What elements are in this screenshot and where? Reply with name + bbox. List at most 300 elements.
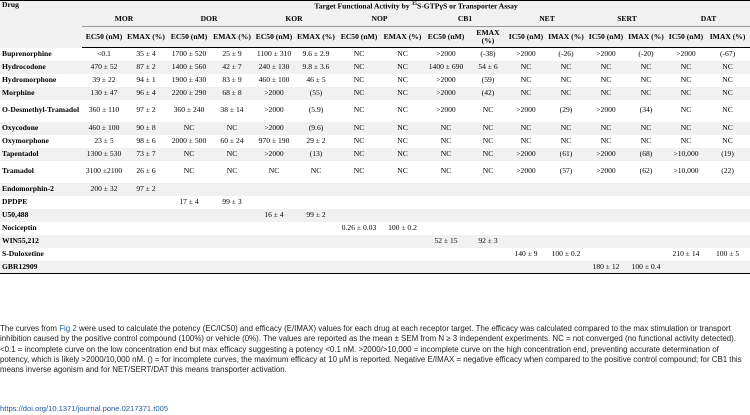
value-cell: (-26)	[558, 49, 574, 58]
table-row	[0, 87, 750, 100]
value-cell: NC	[705, 122, 750, 135]
value-cell: NC	[722, 135, 733, 145]
value-cell: (42)	[469, 87, 507, 100]
value-cell: >2000	[516, 49, 536, 58]
value-cell	[252, 248, 296, 261]
value-cell: NC	[397, 74, 408, 84]
value-cell	[212, 222, 252, 235]
value-cell: 38 ± 14	[220, 105, 244, 115]
receptor-group-header: MOR	[82, 12, 166, 27]
drug-name-cell: Buprenorphine	[2, 48, 52, 58]
value-cell	[667, 235, 705, 248]
table-row	[0, 148, 750, 161]
value-cell: NC	[397, 49, 408, 58]
value-cell: NC	[397, 166, 408, 176]
value-cell: (68)	[625, 148, 667, 161]
table-row	[0, 48, 750, 61]
value-cell: NC	[212, 122, 252, 135]
value-cell	[82, 196, 126, 209]
value-cell: 200 ± 32	[82, 183, 126, 196]
value-cell: NC	[600, 74, 612, 84]
value-cell: (59)	[481, 74, 495, 84]
value-cell	[705, 196, 750, 209]
value-cell: NC	[353, 105, 365, 115]
receptor-group-header: CB1	[423, 12, 507, 27]
table-header	[0, 1, 750, 48]
value-cell: NC	[423, 122, 469, 135]
drug-name-cell: U50,488	[0, 209, 82, 222]
value-cell: 96 ± 4	[126, 87, 166, 100]
value-cell	[469, 196, 507, 209]
value-cell: NC	[587, 87, 625, 100]
value-cell	[625, 196, 667, 209]
value-cell	[382, 235, 423, 248]
value-cell: >2000	[676, 49, 696, 58]
value-cell	[166, 261, 212, 274]
value-cell: NC	[353, 49, 365, 58]
value-cell: 2200 ± 290	[166, 87, 212, 100]
value-cell	[423, 196, 469, 209]
value-cell: NC	[507, 87, 545, 100]
value-cell: NC	[336, 61, 382, 74]
drug-name-cell: S-Duloxetine	[2, 248, 44, 258]
value-cell: >2000	[596, 49, 616, 58]
value-cell: NC	[382, 61, 423, 74]
value-cell: (13)	[296, 148, 336, 161]
value-cell: NC	[469, 122, 507, 135]
value-cell: 99 ± 3	[222, 196, 242, 206]
value-cell: (-38)	[480, 49, 496, 58]
measure-header: IMAX (%)	[545, 27, 587, 48]
value-cell	[336, 235, 382, 248]
value-cell: NC	[440, 166, 452, 176]
drug-name-cell: Hydromorphone	[2, 74, 57, 84]
value-cell	[212, 235, 252, 248]
value-cell	[252, 183, 296, 196]
value-cell: NC	[545, 122, 587, 135]
value-cell: NC	[183, 166, 195, 176]
drug-name-cell: O-Desmethyl-Tramadol	[2, 105, 80, 115]
value-cell: NC	[336, 148, 382, 161]
value-cell: NC	[382, 122, 423, 135]
value-cell	[212, 248, 252, 261]
value-cell: 92 ± 3	[469, 235, 507, 248]
value-cell: NC	[587, 122, 625, 135]
value-cell: 360 ± 240	[173, 105, 205, 115]
table-row	[0, 235, 750, 248]
value-cell: NC	[353, 74, 365, 84]
table-row	[0, 161, 750, 183]
table-row	[0, 61, 750, 74]
value-cell: NC	[722, 105, 733, 115]
value-cell: >2000	[436, 49, 456, 58]
drug-name-cell: Hydrocodone	[0, 61, 82, 74]
measure-header: EMAX (%)	[296, 27, 336, 48]
value-cell	[545, 196, 587, 209]
value-cell: 100 ± 0.2	[388, 222, 417, 232]
value-cell: NC	[705, 87, 750, 100]
value-cell: NC	[680, 74, 692, 84]
value-cell: 460 ± 100	[82, 122, 126, 135]
value-cell: >2000	[507, 148, 545, 161]
drug-name-cell: WIN55,212	[0, 235, 82, 248]
drug-column-header: Drug	[0, 1, 82, 48]
value-cell: (34)	[639, 105, 653, 115]
value-cell: NC	[722, 74, 733, 84]
value-cell: 970 ± 190	[258, 135, 290, 145]
value-cell: 83 ± 9	[222, 74, 242, 84]
value-cell: NC	[212, 148, 252, 161]
value-cell	[212, 183, 252, 196]
value-cell: 25 ± 9	[222, 49, 242, 58]
table-banner: Target Functional Activity by $^{35}$S-GTPγS or Transporter Assay	[82, 1, 750, 13]
value-cell: 29 ± 2	[306, 135, 326, 145]
measure-header: EMAX (%)	[212, 27, 252, 48]
table-row	[0, 196, 750, 209]
value-cell: NC	[640, 135, 652, 145]
value-cell: 26 ± 6	[136, 166, 156, 176]
value-cell	[625, 209, 667, 222]
value-cell: >10,000	[673, 166, 699, 176]
value-cell	[587, 183, 625, 196]
value-cell	[166, 222, 212, 235]
value-cell: >2000	[596, 105, 616, 115]
value-cell: 98 ± 6	[136, 135, 156, 145]
value-cell: 210 ± 14	[672, 248, 700, 258]
value-cell	[252, 222, 296, 235]
value-cell	[382, 196, 423, 209]
value-cell	[126, 235, 166, 248]
value-cell: 90 ± 8	[126, 122, 166, 135]
value-cell: 9.6 ± 2.9	[302, 49, 330, 58]
drug-name-cell: Tramadol	[2, 166, 34, 176]
value-cell	[625, 222, 667, 235]
value-cell	[423, 261, 469, 274]
value-cell: 1900 ± 430	[171, 74, 207, 84]
value-cell: >2000	[516, 166, 536, 176]
value-cell	[296, 196, 336, 209]
value-cell	[126, 209, 166, 222]
value-cell: NC	[545, 61, 587, 74]
value-cell: NC	[353, 135, 365, 145]
value-cell: 1300 ± 530	[82, 148, 126, 161]
value-cell: NC	[310, 166, 322, 176]
measure-header: IC50 (nM)	[507, 27, 545, 48]
value-cell: (61)	[545, 148, 587, 161]
receptor-group-header: NOP	[336, 12, 423, 27]
measure-header: IMAX (%)	[625, 27, 667, 48]
receptor-group-header: DOR	[166, 12, 252, 27]
value-cell	[82, 261, 126, 274]
value-cell: 97 ± 2	[136, 105, 156, 115]
value-cell: (-67)	[719, 49, 736, 58]
drug-name-cell: Tapentadol	[0, 148, 82, 161]
value-cell: 180 ± 12	[587, 261, 625, 274]
value-cell	[587, 248, 625, 261]
value-cell: 94 ± 1	[136, 74, 156, 84]
value-cell: NC	[482, 166, 494, 176]
value-cell: (62)	[639, 166, 653, 176]
value-cell: NC	[336, 87, 382, 100]
value-cell	[507, 196, 545, 209]
value-cell	[705, 183, 750, 196]
measure-header: EMAX (%)	[382, 27, 423, 48]
value-cell	[469, 209, 507, 222]
value-cell: >2000	[264, 105, 284, 115]
value-cell: 39 ± 22	[92, 74, 116, 84]
value-cell: 1700 ± 520	[171, 49, 207, 58]
value-cell: 100 ± 0.2	[551, 248, 581, 258]
value-cell	[423, 183, 469, 196]
value-cell: NC	[545, 87, 587, 100]
value-cell: 9.8 ± 3.6	[296, 61, 336, 74]
value-cell: 17 ± 4	[179, 196, 199, 206]
value-cell	[507, 261, 545, 274]
value-cell	[126, 261, 166, 274]
table-row	[0, 135, 750, 148]
drug-name-cell: GBR12909	[0, 261, 82, 274]
value-cell: 100 ± 5	[715, 248, 740, 258]
value-cell: NC	[353, 166, 365, 176]
table-footnote: The curves from Fig 2 were used to calculate the potency (EC/IC50) and efficacy (E/IMAX) values for each drug at each receptor target. The efficacy was calculated compared to the max stimulation or transport inhibition caused by the positive control compound (100%) or vehicle (0%). The values are reported as the mean ± SEM from N ≥ 3 independent experiments. NC = not converged (no functional activity detected). <0.1 = incomplete curve on the low concentration end but max efficacy suggesting a potency <0.1 nM. >2000/>10,000 = incomplete curve on the high concentration end, preventing accurate determination of potency, which is likely >2000/10,000 nM. () = for incomplete curves, the maximum efficacy at 10 μM is reported. Negative E/IMAX = negative efficacy when compared to the positive control compound; for CB1 this means inverse agonism and for NET/SERT/DAT this means transporter activation.	[0, 324, 742, 375]
value-cell: 73 ± 7	[126, 148, 166, 161]
value-cell	[166, 209, 212, 222]
value-cell: NC	[560, 74, 572, 84]
value-cell: (-20)	[638, 49, 654, 58]
value-cell	[507, 222, 545, 235]
value-cell	[705, 222, 750, 235]
value-cell: 35 ± 4	[136, 49, 156, 58]
value-cell: >2000	[252, 148, 296, 161]
value-cell	[382, 248, 423, 261]
value-cell: NC	[625, 122, 667, 135]
receptor-group-row	[0, 12, 750, 27]
value-cell: 42 ± 7	[212, 61, 252, 74]
value-cell	[382, 209, 423, 222]
value-cell	[625, 235, 667, 248]
value-cell: 240 ± 130	[252, 61, 296, 74]
value-cell	[382, 261, 423, 274]
value-cell	[507, 235, 545, 248]
table-body	[0, 48, 750, 274]
value-cell: 460 ± 100	[258, 74, 290, 84]
value-cell	[423, 222, 469, 235]
value-cell	[705, 235, 750, 248]
value-cell	[296, 235, 336, 248]
value-cell: NC	[226, 166, 238, 176]
value-cell: (22)	[721, 166, 734, 176]
value-cell	[545, 261, 587, 274]
value-cell: 87 ± 2	[126, 61, 166, 74]
table-row	[0, 248, 750, 261]
value-cell: >2000	[596, 166, 616, 176]
doi-link[interactable]: https://doi.org/10.1371/journal.pone.0217371.t005	[0, 404, 169, 413]
value-cell: NC	[482, 105, 494, 115]
value-cell: NC	[680, 135, 692, 145]
value-cell: NC	[667, 122, 705, 135]
value-cell	[423, 248, 469, 261]
measure-header: EMAX (%)	[469, 27, 507, 48]
value-cell	[126, 196, 166, 209]
value-cell: >2000	[252, 87, 296, 100]
measure-header: IC50 (nM)	[587, 27, 625, 48]
value-cell: NC	[625, 87, 667, 100]
value-cell: >2000	[436, 105, 456, 115]
value-cell: NC	[336, 122, 382, 135]
value-cell: NC	[382, 87, 423, 100]
value-cell: 140 ± 9	[514, 248, 538, 258]
value-cell: NC	[469, 148, 507, 161]
value-cell	[545, 235, 587, 248]
value-cell	[166, 183, 212, 196]
measure-header: EC50 (nM)	[166, 27, 212, 48]
drug-name-cell: Nociceptin	[2, 222, 37, 232]
value-cell	[469, 261, 507, 274]
value-cell: NC	[667, 61, 705, 74]
value-cell: NC	[625, 61, 667, 74]
value-cell: NC	[482, 135, 494, 145]
value-cell: 0.26 ± 0.03	[341, 222, 377, 232]
value-cell	[252, 196, 296, 209]
value-cell: 99 ± 2	[296, 209, 336, 222]
value-cell: NC	[423, 148, 469, 161]
receptor-group-header: KOR	[252, 12, 336, 27]
drug-name-cell: Oxymorphone	[2, 135, 49, 145]
value-cell	[82, 248, 126, 261]
receptor-group-header: DAT	[667, 12, 750, 27]
value-cell	[82, 235, 126, 248]
table-row	[0, 261, 750, 274]
value-cell: 3100 ±2100	[85, 166, 123, 176]
value-cell	[587, 235, 625, 248]
measure-header: EC50 (nM)	[336, 27, 382, 48]
value-cell	[296, 183, 336, 196]
value-cell: NC	[667, 87, 705, 100]
value-cell	[296, 261, 336, 274]
value-cell: 52 ± 15	[423, 235, 469, 248]
value-cell	[212, 261, 252, 274]
value-cell: NC	[397, 135, 408, 145]
value-cell	[336, 196, 382, 209]
value-cell	[423, 209, 469, 222]
value-cell: NC	[520, 135, 532, 145]
value-cell: 97 ± 2	[126, 183, 166, 196]
value-cell	[336, 261, 382, 274]
value-cell: 68 ± 8	[212, 87, 252, 100]
value-cell: NC	[507, 122, 545, 135]
value-cell: >10,000	[667, 148, 705, 161]
value-cell: (5.9)	[308, 105, 324, 115]
value-cell	[82, 209, 126, 222]
value-cell	[545, 209, 587, 222]
table-row	[0, 100, 750, 122]
value-cell	[587, 209, 625, 222]
value-cell: 470 ± 52	[82, 61, 126, 74]
value-cell: 23 ± 5	[94, 135, 114, 145]
value-cell: 1400 ± 690	[423, 61, 469, 74]
table-row	[0, 209, 750, 222]
value-cell: >2000	[423, 87, 469, 100]
value-cell: 46 ± 5	[306, 74, 326, 84]
value-cell: (29)	[559, 105, 573, 115]
value-cell: NC	[397, 105, 408, 115]
value-cell	[587, 196, 625, 209]
value-cell: NC	[640, 74, 652, 84]
value-cell	[545, 183, 587, 196]
value-cell	[212, 209, 252, 222]
value-cell: 16 ± 4	[252, 209, 296, 222]
value-cell	[336, 183, 382, 196]
value-cell	[507, 209, 545, 222]
table-row	[0, 222, 750, 235]
table-row	[0, 122, 750, 135]
value-cell: NC	[507, 61, 545, 74]
drug-name-cell: DPDPE	[2, 196, 28, 206]
value-cell: 130 ± 47	[82, 87, 126, 100]
value-cell	[705, 261, 750, 274]
value-cell	[667, 196, 705, 209]
value-cell	[252, 235, 296, 248]
value-cell	[667, 209, 705, 222]
value-cell: NC	[268, 166, 280, 176]
value-cell: NC	[600, 135, 612, 145]
drug-name-cell: Oxycodone	[0, 122, 82, 135]
value-cell: NC	[440, 135, 452, 145]
value-cell: <0.1	[97, 49, 111, 58]
value-cell: (57)	[559, 166, 573, 176]
value-cell: NC	[560, 135, 572, 145]
value-cell: NC	[166, 122, 212, 135]
value-cell: NC	[166, 148, 212, 161]
measure-header: EC50 (nM)	[82, 27, 126, 48]
value-cell: 1400 ± 560	[166, 61, 212, 74]
value-cell	[587, 222, 625, 235]
value-cell: 60 ± 24	[220, 135, 244, 145]
value-cell	[336, 209, 382, 222]
receptor-group-header: SERT	[587, 12, 667, 27]
value-cell	[625, 248, 667, 261]
drug-name-cell: Morphine	[0, 87, 82, 100]
value-cell	[336, 248, 382, 261]
value-cell: (55)	[296, 87, 336, 100]
value-cell	[667, 183, 705, 196]
value-cell	[545, 222, 587, 235]
measure-header: IMAX (%)	[705, 27, 750, 48]
value-cell: 360 ± 110	[88, 105, 120, 115]
measure-header: EC50 (nM)	[423, 27, 469, 48]
value-cell: NC	[705, 61, 750, 74]
table-row	[0, 74, 750, 87]
value-cell	[625, 183, 667, 196]
value-cell	[469, 222, 507, 235]
fig-link[interactable]: Fig 2	[59, 324, 77, 333]
value-cell	[252, 261, 296, 274]
value-cell: >2000	[436, 74, 456, 84]
receptor-group-header: NET	[507, 12, 587, 27]
drug-name-cell: Endomorphin-2	[0, 183, 82, 196]
measure-header: EC50 (nM)	[252, 27, 296, 48]
value-cell: >2000	[516, 105, 536, 115]
value-cell	[296, 222, 336, 235]
value-cell	[667, 222, 705, 235]
value-cell	[667, 261, 705, 274]
measure-header: EMAX (%)	[126, 27, 166, 48]
value-cell: (19)	[705, 148, 750, 161]
measure-header: IC50 (nM)	[667, 27, 705, 48]
value-cell: 2000 ± 500	[171, 135, 207, 145]
value-cell: 100 ± 0.4	[625, 261, 667, 274]
value-cell	[166, 248, 212, 261]
